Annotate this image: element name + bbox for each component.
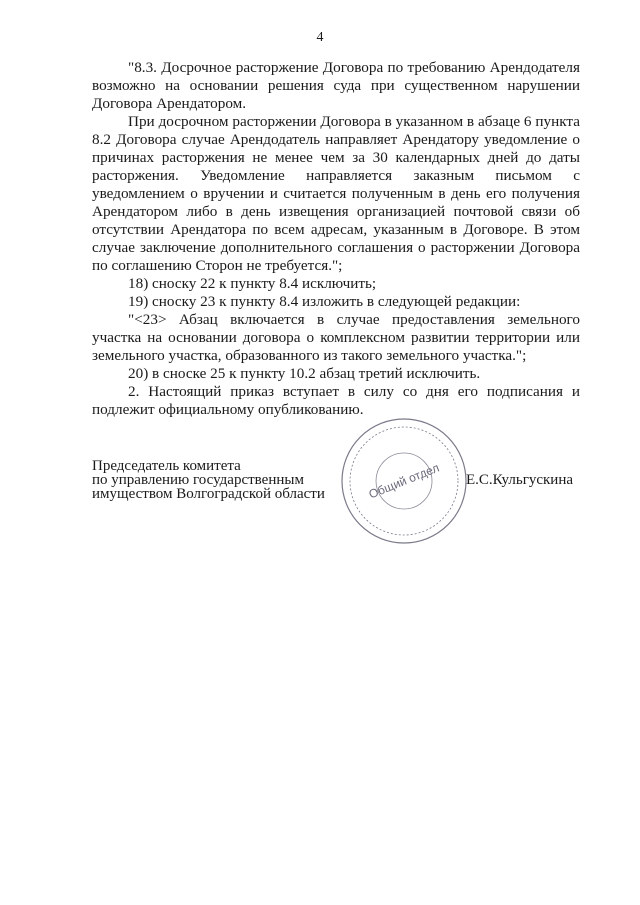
document-body [92,59,580,419]
signature-title-line: Председатель комитета [92,458,241,474]
signature-title-line: имуществом Волгоградской области [92,486,325,502]
paragraph-8-3: "8.3. Досрочное расторжение Договора по требованию Арендодателя возможно на основании решения суда при существенном нарушении Договора Арендатором. [92,59,580,112]
signature-title-line: по управлению государственным [92,472,304,488]
paragraph-early-termination: При досрочном расторжении Договора в указанном в абзаце 6 пункта 8.2 Договора случае Арендодатель направляет Арендатору уведомление о причинах расторжения не менее чем за 30 календарных дней до даты расторжения. Уведомление направляется заказным письмом с уведомлением о вручении и считается полученным в день его получения Арендатором либо в день извещения организацией почтовой связи об отсутствии Арендатора по всем адресам, указанным в Договоре. В этом случае заключение дополнительного соглашения о расторжении Договора по соглашению Сторон не требуется."; [92,113,580,274]
paragraph-footnote-23: "<23> Абзац включается в случае предоставления земельного участка на основании договора о комплексном развитии территории или земельного участка, образованного из такого земельного участка."; [92,311,580,364]
official-stamp [338,415,470,547]
signer-name: Е.С.Кульгускина [466,472,574,488]
page-number: 4 [316,30,324,45]
paragraph-item-2: 2. Настоящий приказ вступает в силу со дня его подписания и подлежит официальному опубликованию. [92,383,580,418]
paragraph-item-19: 19) сноску 23 к пункту 8.4 изложить в следующей редакции: [128,293,521,310]
stamp-center-text: Общий отдел [366,460,442,502]
paragraph-item-18: 18) сноску 22 к пункту 8.4 исключить; [128,275,377,292]
paragraph-item-20: 20) в сноске 25 к пункту 10.2 абзац третий исключить. [128,365,481,382]
signature-title [92,459,342,501]
